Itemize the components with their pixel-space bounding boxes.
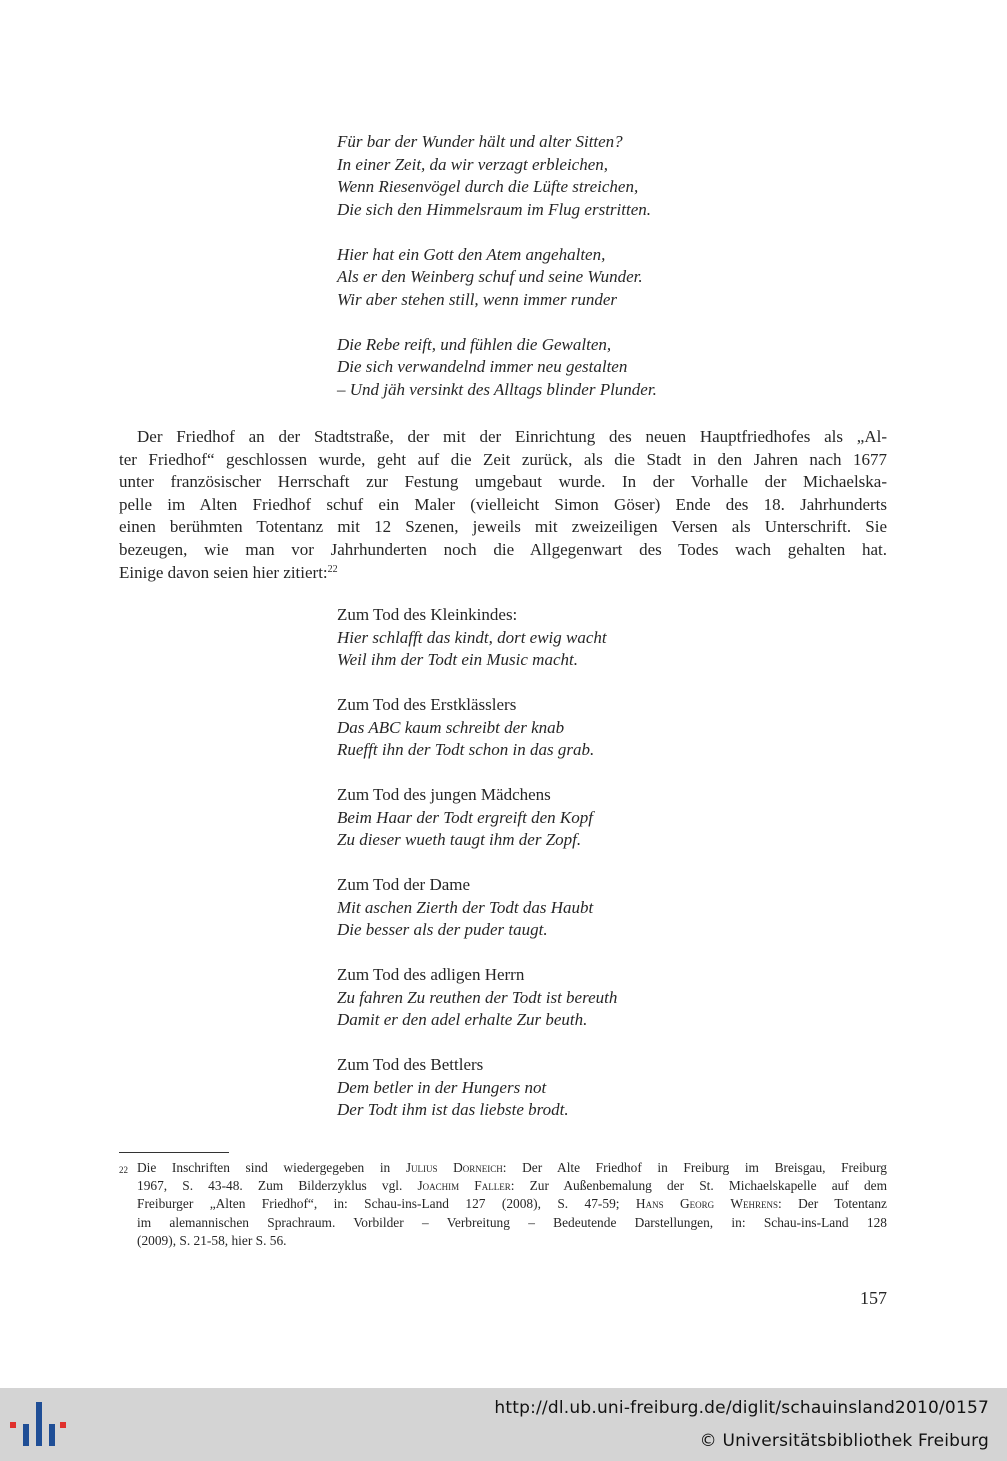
epitaph-verse: Zu fahren Zu reuthen der Todt ist bereuth — [337, 987, 618, 1007]
footnote-author: Hans Georg Wehrens — [635, 1196, 778, 1212]
epitaph — [337, 1054, 617, 1122]
paragraph-line: bezeugen, wie man vor Jahrhunderten noch die Allgegenwart des Todes wach gehalten hat. — [119, 539, 887, 559]
epitaph-verse: Der Todt ihm ist das liebste brodt. — [337, 1100, 569, 1119]
footnote-author: Julius Dorneich — [405, 1160, 503, 1175]
poem-line: Wir aber stehen still, wenn immer runder — [337, 289, 618, 309]
copyright-notice: © Universitätsbibliothek Freiburg — [699, 1431, 989, 1451]
epitaph-heading: Zum Tod des adligen Herrn — [337, 965, 525, 984]
footnote-text: Freiburger „Alten Friedhof“, in: Schau-ins-Land 127 (2008), S. 47-59; — [137, 1196, 636, 1212]
poem-line: Die sich verwandelnd immer neu gestalten — [337, 357, 628, 376]
epitaph-verse: Hier schlafft das kindt, dort ewig wacht — [337, 627, 607, 647]
epitaph-heading: Zum Tod des Bettlers — [337, 1055, 484, 1074]
footnote — [119, 1159, 887, 1250]
footnote-line: im alemannischen Sprachraum. Vorbilder – Verbreitung – Bedeutende Darstellungen, in: Schau-ins-Land 128 — [137, 1214, 887, 1230]
poem-line: Die Rebe reift, und fühlen die Gewalten, — [337, 334, 612, 354]
footnote-line — [119, 1159, 887, 1177]
poem-line: Hier hat ein Gott den Atem angehalten, — [337, 244, 606, 264]
paragraph-line: unter französischer Herrschaft zur Festung umgebaut wurde. In der Vorhalle der Michaelska- — [119, 472, 887, 492]
footnote-reference[interactable]: 22 — [327, 563, 338, 575]
epitaph-list — [337, 604, 617, 1144]
epitaph — [337, 694, 617, 762]
ub-freiburg-logo-icon[interactable] — [10, 1400, 66, 1450]
footnote-text: : Zur Außenbemalung der St. Michaelskapelle auf dem — [510, 1178, 887, 1194]
footnote-divider — [119, 1152, 229, 1153]
epitaph — [337, 964, 617, 1032]
footnote-text: : Der Alte Friedhof in Freiburg im Breisgau, Freiburg — [502, 1160, 887, 1175]
poem-line: In einer Zeit, da wir verzagt erbleichen, — [337, 154, 609, 174]
stanza-gap — [337, 221, 657, 244]
footnote-text: Die Inschriften sind wiedergegeben in — [137, 1160, 406, 1175]
epitaph-verse: Mit aschen Zierth der Todt das Haubt — [337, 897, 594, 917]
epitaph-heading: Zum Tod des Erstklässlers — [337, 695, 517, 714]
footnote-line: (2009), S. 21-58, hier S. 56. — [137, 1232, 287, 1248]
epitaph-verse: Ruefft ihn der Todt schon in das grab. — [337, 740, 595, 759]
paragraph-line-last — [119, 562, 887, 585]
epitaph-verse: Das ABC kaum schreibt der knab — [337, 717, 565, 737]
epitaph-heading: Zum Tod des Kleinkindes: — [337, 605, 518, 624]
body-paragraph — [119, 426, 887, 584]
source-url-link[interactable]: http://dl.ub.uni-freiburg.de/diglit/schauinsland2010/0157 — [494, 1398, 989, 1418]
footnote-line — [119, 1195, 887, 1213]
footnote-author: Joachim Faller — [417, 1178, 511, 1194]
page-number: 157 — [860, 1288, 887, 1308]
paragraph-line: pelle im Alten Friedhof schuf ein Maler (vielleicht Simon Göser) Ende des 18. Jahrhunderts — [119, 494, 887, 514]
epitaph — [337, 784, 617, 852]
poem-line: Die sich den Himmelsraum im Flug erstritten. — [337, 199, 651, 219]
poem-line: Wenn Riesenvögel durch die Lüfte streichen, — [337, 177, 639, 196]
footer-bar — [0, 1388, 1007, 1461]
epitaph — [337, 874, 617, 942]
epitaph-verse: Die besser als der puder taugt. — [337, 920, 548, 939]
paragraph-line: Der Friedhof an der Stadtstraße, der mit der Einrichtung des neuen Hauptfriedhofes als „Al- — [137, 427, 887, 446]
epitaph-heading: Zum Tod der Dame — [337, 875, 471, 894]
footnote-line — [119, 1177, 887, 1195]
paragraph-text: Einige davon seien hier zitiert: — [119, 562, 328, 582]
epitaph-verse: Damit er den adel erhalte Zur beuth. — [337, 1010, 588, 1029]
epitaph-heading: Zum Tod des jungen Mädchens — [337, 785, 551, 804]
stanza-gap — [337, 311, 657, 334]
poem — [337, 131, 657, 401]
epitaph — [337, 604, 617, 672]
poem-line: Als er den Weinberg schuf und seine Wunder. — [337, 267, 643, 286]
footnote-text: 1967, S. 43-48. Zum Bilderzyklus vgl. — [137, 1178, 418, 1194]
paragraph-line: ter Friedhof“ geschlossen wurde, geht auf die Zeit zurück, als die Stadt in den Jahren nach 1677 — [119, 449, 887, 469]
epitaph-verse: Zu dieser wueth taugt ihm der Zopf. — [337, 830, 582, 849]
epitaph-verse: Weil ihm der Todt ein Music macht. — [337, 650, 578, 669]
epitaph-verse: Beim Haar der Todt ergreift den Kopf — [337, 807, 593, 827]
epitaph-verse: Dem betler in der Hungers not — [337, 1077, 547, 1097]
poem-line: – Und jäh versinkt des Alltags blinder Plunder. — [337, 379, 657, 399]
paragraph-line: einen berühmten Totentanz mit 12 Szenen, jeweils mit zweizeiligen Versen als Unterschrift. Sie — [119, 517, 887, 537]
poem-line: Für bar der Wunder hält und alter Sitten? — [337, 132, 623, 151]
footnote-number: 22 — [119, 1165, 128, 1175]
footnote-text: : Der Totentanz — [778, 1196, 887, 1212]
